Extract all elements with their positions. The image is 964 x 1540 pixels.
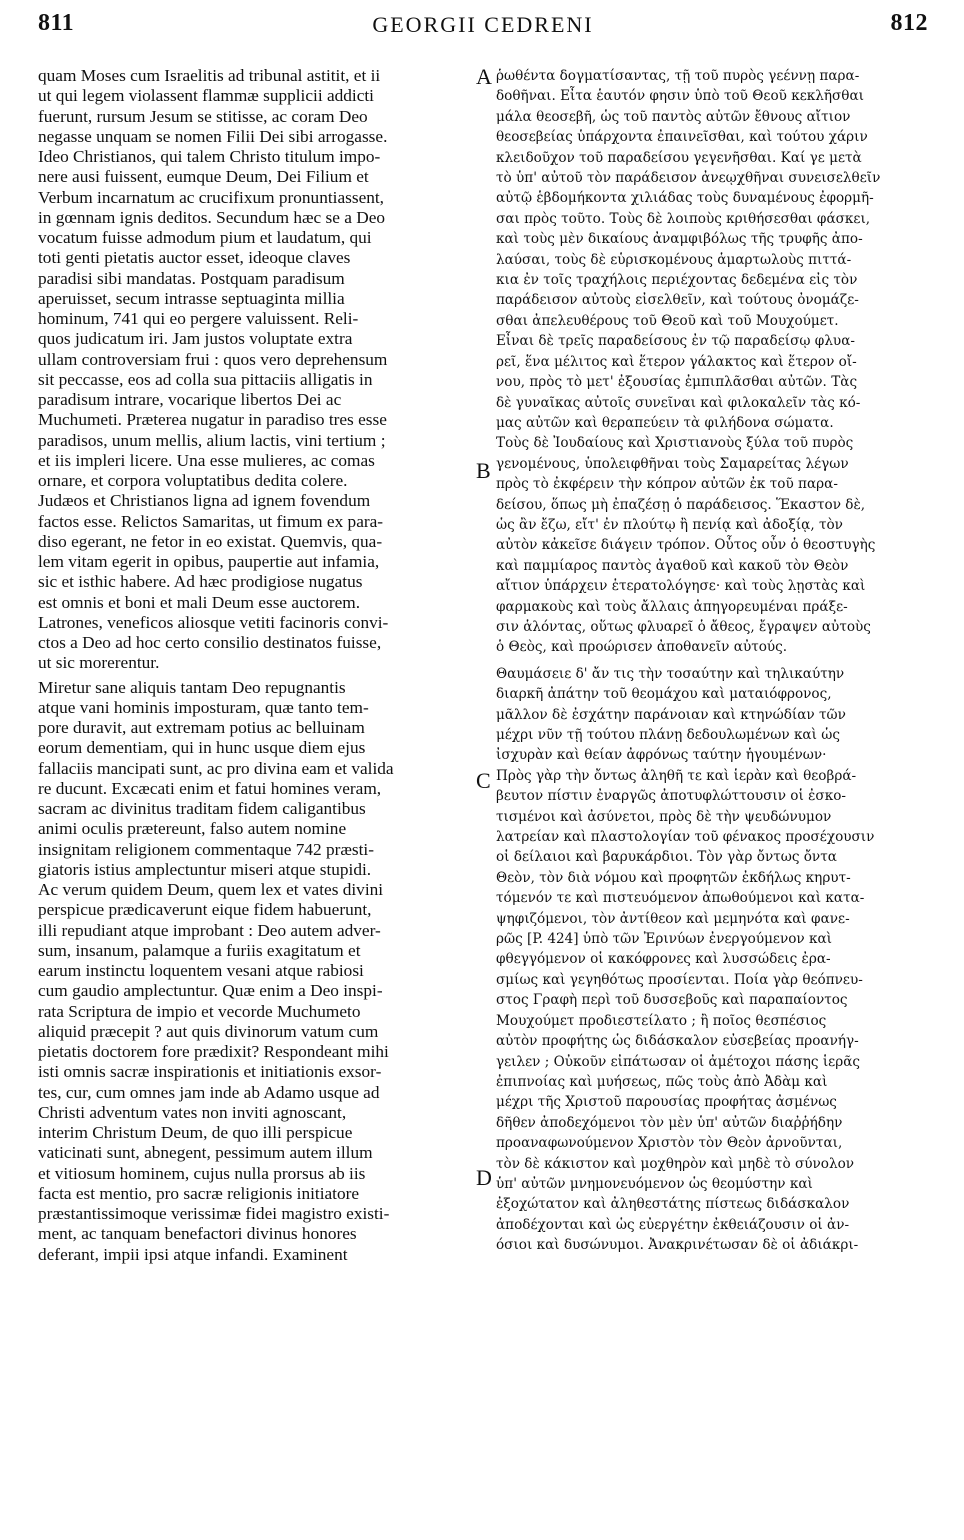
margin-marker-c: C [476, 768, 491, 793]
page-number-right: 812 [890, 10, 928, 36]
margin-marker-a: A [476, 64, 492, 89]
greek-paragraph-2: Θαυμάσειε δ' ἄν τις τὴν τοσαύτην καὶ τηλικαύτην διαρκῆ ἀπάτην τοῦ θεομάχου καὶ ματαιόφρονος, μᾶλλον δὲ ἐσχάτην παράνοιαν καὶ κτηνώδίαν τῶν μέχρι νῦν τῇ τούτου πλάνῃ δεδουλωμένων καὶ ὡς ἰσχυρὰν καὶ θείαν ἀφρόνως ταύτην ἡγουμένων· Πρὸς γὰρ τὴν ὄντως ἀληθῆ τε καὶ ἱερὰν καὶ θεοβρά- βευτον πίστιν ἐναργῶς ἀποτυφλώττουσιν οἱ ἐσκο- τισμένοι καὶ ἀσύνετοι, πρὸς δὲ τὴν ψευδώνυμον λατρείαν καὶ πλαστολογίαν τοῦ φένακος προσέχουσιν οἱ δείλαιοι καὶ βαρυκάρδιοι. Τὸν γὰρ ὄντως ὄντα Θεὸν, τὸν διὰ νόμου καὶ προφητῶν ἐκδήλως κηρυτ- τόμενόν τε καὶ πιστευόμενον ἀπωθούμενοι καὶ κατα- ψηφιζόμενοι, τὸν ἀντίθεον καὶ μεμηνότα καὶ φανε- ρῶς [P. 424] ὑπὸ τῶν Ἐρινύων ἐνεργούμενον καὶ φθεγγόμενον οἱ κακόφρονες καὶ λυσσώδεις ἐρα- σμίως καὶ γεγηθότως προσίενται. Ποία γὰρ θεόπνευ- στος Γραφὴ περὶ τοῦ δυσσεβοῦς καὶ παραπαίοντος Μουχούμετ προδιεστείλατο ; ἢ ποῖος θεσπέσιος αὐτὸν προφήτης ὡς διδάσκαλον εὐσεβείας προανήγ- γειλεν ; Οὐκοῦν εἰπάτωσαν οἱ ἀμέτοχοι πάσης ἱερᾶς ἐπιπνοίας καὶ μυήσεως, πῶς τοὺς ἀπὸ Ἀδὰμ καὶ μέχρι τῆς Χριστοῦ παρουσίας προφήτας ἀσμένως δῆθεν ἀποδεχόμενοι τὸν μὲν ὑπ' αὐτῶν διαῤῥήδην προαναφωνούμενον Χριστὸν τὸν Θεὸν ἀρνοῦνται, τὸν δὲ κάκιστον καὶ μοχθηρὸν καὶ μηδὲ τὸ σύνολον ὑπ' αὐτῶν μνημονευόμενον ὡς θεομύστην καὶ ἐξοχώτατον καὶ ἀληθεστάτης πίστεως διδάσκαλον ἀποδέχονται καὶ ὡς εὐεργέτην ἐκθειάζουσιν οἱ ἀν- όσιοι καὶ δυσώνυμοι. Ἀνακρινέτωσαν δὲ οἱ ἀδιάκρι- [496, 665, 875, 1254]
margin-marker-d: D [476, 1165, 492, 1190]
latin-paragraph-2: Miretur sane aliquis tantam Deo repugnantis atque vani hominis imposturam, quæ tanto tem- pore duravit, aut extremam potius ac belluinam eorum dementiam, qui in hunc usque diem ejus fallaciis mancipati sunt, ac pro divina eam et valida re ducunt. Excæcati enim et fatui homines veram, sacram ac divinitus traditam fidem caligantibus animi oculis prætereunt, falso autem nomine insignitam religionem commentaque 742 præsti- giatoris istius amplectuntur miseri atque stupidi. Ac verum quidem Deum, quem lex et vates divini perspicue prædicaverunt eique fidem habuerunt, illi repudiant atque improbant : Deo autem adver- sum, insanum, palamque a furiis exagitatum et earum instinctu loquentem vesani atque rabiosi cum gaudio amplectuntur. Quæ enim a Deo inspi- rata Scriptura de impio et vecorde Muchumeto aliquid præcepit ? aut quis divinorum vatum cum pietatis doctorem fore prædixit? Respondeant mihi isti omnis sacræ inspirationis et initiationis exsor- tes, cur, cum omnes jam inde ab Adamo usque ad Christi adventum vates non inviti agnoscant, interim Christum Deum, de quo illi perspicue vaticinati sunt, abnegent, pessimum autem illum et vitiosum hominem, cujus nulla prorsus ab iis facta est mentio, pro sacræ religionis initiatore præstantissimoque verissimæ fidei magistro existi- ment, ac tanquam benefactori divinus honores deferant, impii ipsi atque infandi. Examinent [38, 677, 394, 1264]
running-header [38, 10, 928, 44]
margin-marker-b: B [476, 458, 491, 483]
latin-paragraph-1: quam Moses cum Israelitis ad tribunal astitit, et ii ut qui legem violassent flammæ supplicii addicti fuerunt, rursum Jesum se stitisse, ac coram Deo negasse unquam se nomen Filii Dei sibi arrogasse. Ideo Christianos, qui talem Christo titulum impo- nere ausi fuissent, eumque Deum, Dei Filium et Verbum incarnatum ac crucifixum pronuntiassent, in gœnnam ignis deditos. Secundum hæc se a Deo vocatum fuisse admodum pium et laudatum, qui toti genti pietatis auctor esset, ideoque claves paradisi sibi mandatas. Postquam paradisum aperuisset, secum intrasse septuaginta millia hominum, 741 qui eo pergere valuissent. Reli- quos judicatum iri. Jam justos voluptate extra ullam controversiam frui : quos vero deprehensum sit peccasse, eos ad colla sua pittaciis alligatis in paradisum intrare, vocarique libertos Dei ac Muchumeti. Præterea nugatur in paradiso tres esse paradisos, unum mellis, alium lactis, vini tertium ; et iis impleri licere. Una esse mulieres, ac comas ornare, et corpora voluptatibus dedita colere. Judæos et Christianos ligna ad ignem fovendum factos esse. Relictos Samaritas, ut fimum ex para- diso egerant, ne fetor in eo existat. Quemvis, qua- lem vitam egerit in opibus, paupertie aut infamia, sic et isthic habere. Ad hæc prodigiose nugatus est omnis et boni et mali Deum esse auctorem. Latrones, veneficos aliosque vetiti facinoris convi- ctos a Deo ad hoc certo consilio destinatos fuisse, ut sic morerentur. [38, 66, 389, 673]
greek-paragraph-1: ῥωθέντα δογματίσαντας, τῇ τοῦ πυρὸς γεέννῃ παρα- δοθῆναι. Εἶτα ἑαυτόν φησιν ὑπὸ τοῦ Θεοῦ κεκλῆσθαι μάλα θεοσεβῆ, ὡς τοῦ παντὸς αὐτῶν ἔθνους αἴτιον θεοσεβείας ὑπάρχοντα ἐπαινεῖσθαι, καὶ τούτου χάριν κλειδοῦχον τοῦ παραδείσου γεγενῆσθαι. Καί γε μετὰ τὸ ὑπ' αὐτοῦ τὸν παράδεισον ἀνεῳχθῆναι συνεισελθεῖν αὐτῷ ἑβδομήκοντα χιλιάδας τοὺς δυναμένους ἐφορμῆ- σαι πρὸς τοῦτο. Τοὺς δὲ λοιποὺς κριθήσεσθαι φάσκει, καὶ τοὺς μὲν δικαίους ἀναμφιβόλως τῆς τρυφῆς ἀπο- λαύσαι, τοὺς δὲ εὑρισκομένους ἁμαρτωλοὺς πιττά- κια ἐν τοῖς τραχήλοις περιέχοντας δεδεμένα εἰς τὸν παράδεισον αὐτοὺς εἰσελθεῖν, καὶ τούτους ὀνομάζε- σθαι ἀπελευθέρους τοῦ Θεοῦ καὶ τοῦ Μουχούμετ. Εἶναι δὲ τρεῖς παραδείσους ἐν τῷ παραδείσῳ φλυα- ρεῖ, ἕνα μέλιτος καὶ ἕτερον γάλακτος καὶ ἕτερον οἴ- νου, πρὸς τὸ μετ' ἐξουσίας ἐμπιπλᾶσθαι αὐτῶν. Τὰς δὲ γυναῖκας αὐτοῖς συνεῖναι καὶ φιλοκαλεῖν τὰς κό- μας αὐτῶν καὶ θεραπεύειν τὰ φιλήδονα σώματα. Τοὺς δὲ Ἰουδαίους καὶ Χριστιανοὺς ξύλα τοῦ πυρὸς γενομένους, ὑπολειφθῆναι τοὺς Σαμαρείτας λέγων πρὸς τὸ ἐκφέρειν τὴν κόπρον αὐτῶν ἐκ τοῦ παρα- δείσου, ὅπως μὴ ἐπαζέσῃ ὁ παράδεισος. Ἕκαστον δὲ, ὡς ἂν ἔζω, εἴτ' ἐν πλούτῳ ἢ πενίᾳ καὶ ἀδοξίᾳ, τὸν αὐτὸν κἀκεῖσε διάγειν τρόπον. Οὗτος οὖν ὁ θεοστυγὴς καὶ παμμίαρος παντὸς ἀγαθοῦ καὶ κακοῦ τὸν Θεὸν αἴτιον ὑπάρχειν ἑτερατολόγησε· καὶ τοὺς λῃστὰς καὶ φαρμακοὺς καὶ τοὺς ἄλλαις ἀπηγορευμέναι πράξε- σιν ἁλόντας, οὕτως φλυαρεῖ ὁ ἄθεος, ἔγραψεν αὐτοὺς ὁ Θεὸς, καὶ προώρισεν ἀποθανεῖν αὐτούς. [496, 68, 881, 656]
running-title: GEORGII CEDRENI [372, 12, 594, 37]
latin-column [38, 66, 470, 1265]
greek-column [496, 66, 928, 1256]
page-number-left: 811 [38, 10, 75, 36]
